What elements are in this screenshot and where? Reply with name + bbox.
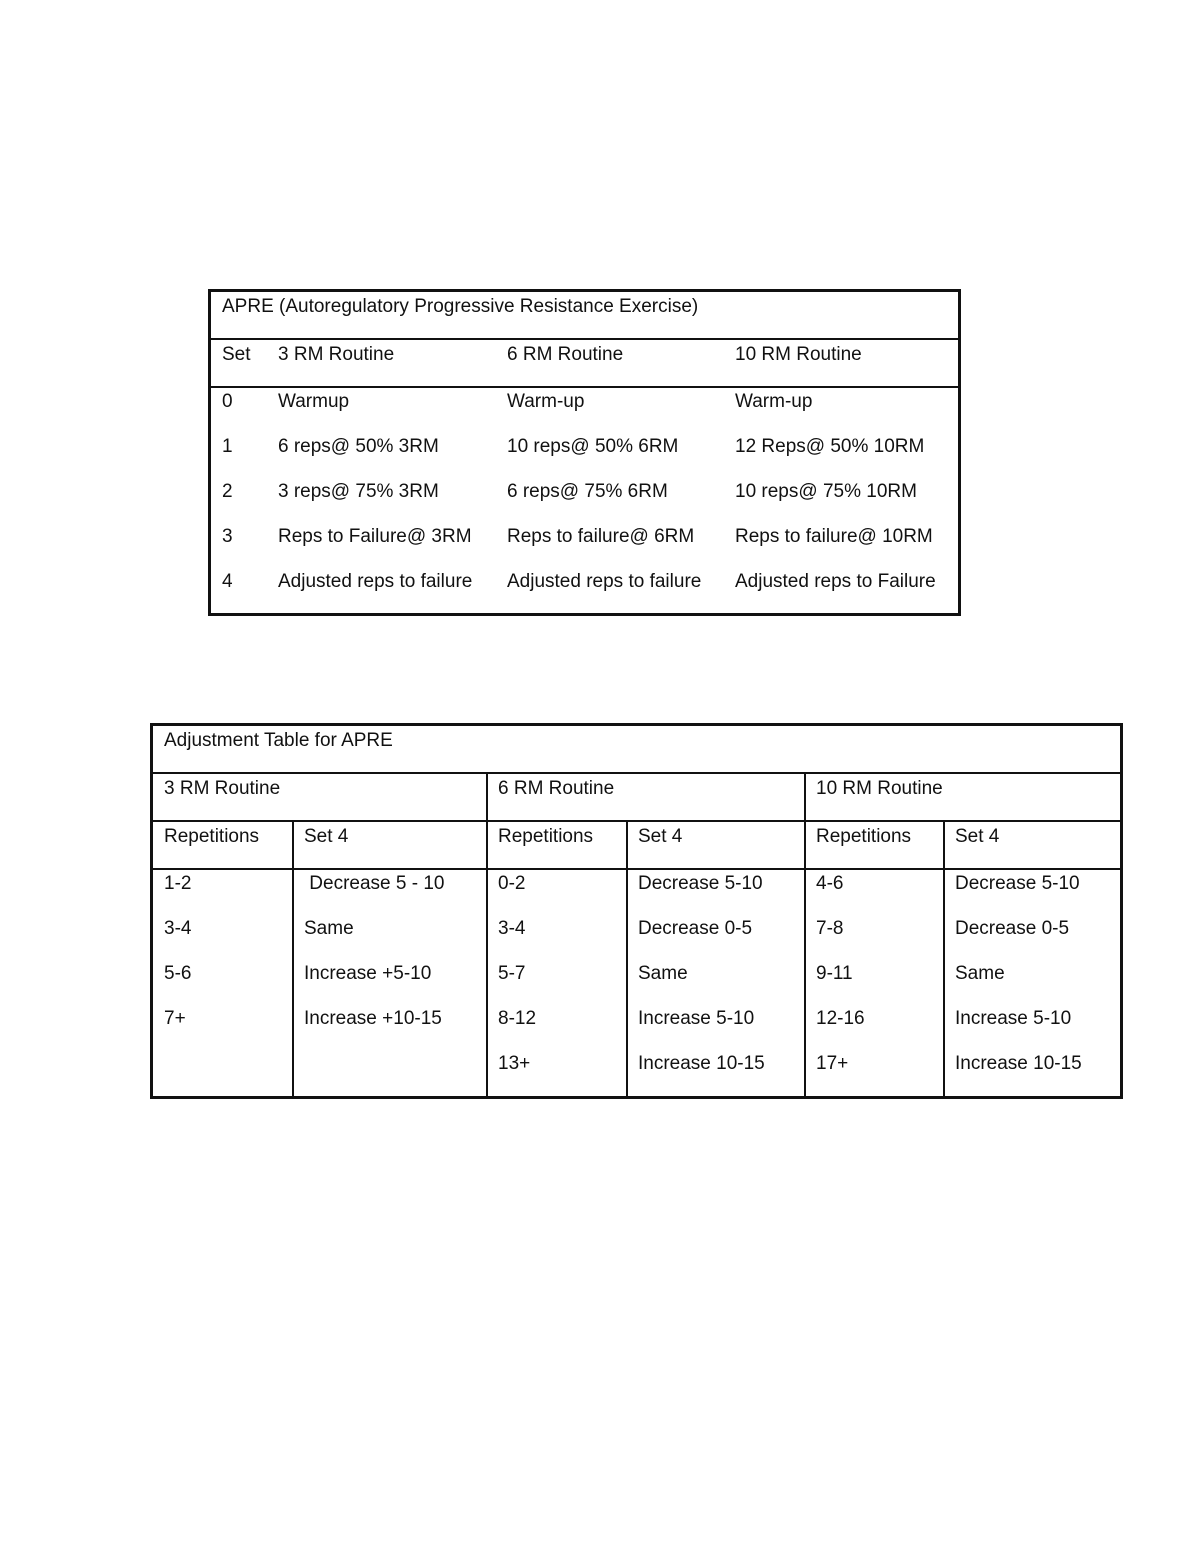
adjustment-table-title: Adjustment Table for APRE [164, 730, 393, 751]
adj-cell: Decrease 5-10 [638, 873, 763, 894]
adj-cell: 5-6 [164, 963, 192, 984]
adj-cell: 7+ [164, 1008, 186, 1029]
apre-cell: 12 Reps@ 50% 10RM [735, 436, 925, 457]
adj-cell: Increase 5-10 [955, 1008, 1072, 1029]
apre-cell: 2 [222, 481, 233, 502]
adj-subheader: Set 4 [638, 826, 683, 847]
apre-cell: Reps to failure@ 6RM [507, 526, 695, 547]
apre-cell: 6 reps@ 75% 6RM [507, 481, 668, 502]
adj-group-3rm: 3 RM Routine [164, 778, 281, 799]
apre-header-10rm: 10 RM Routine [735, 344, 862, 365]
adj-cell: Increase 10-15 [638, 1053, 765, 1074]
apre-cell: 0 [222, 391, 233, 412]
apre-cell: Warmup [278, 391, 350, 412]
adj-col-vline [943, 820, 945, 1096]
adj-cell: Increase +5-10 [304, 963, 432, 984]
adj-cell: Decrease 0-5 [955, 918, 1070, 939]
adj-title-divider [153, 772, 1120, 774]
adj-subheader: Repetitions [498, 826, 594, 847]
adjustment-table [150, 723, 1123, 1099]
adj-subheader: Set 4 [304, 826, 349, 847]
apre-cell: 1 [222, 436, 233, 457]
adj-cell: Increase 5-10 [638, 1008, 755, 1029]
adj-cell: 3-4 [498, 918, 526, 939]
apre-cell: Warm-up [507, 391, 585, 412]
adj-cell: Increase +10-15 [304, 1008, 442, 1029]
adj-cell: 0-2 [498, 873, 526, 894]
adj-cell: Same [638, 963, 688, 984]
adj-group-vline [804, 772, 806, 1096]
apre-cell: Adjusted reps to Failure [735, 571, 936, 592]
adj-cell: Same [955, 963, 1005, 984]
apre-cell: 4 [222, 571, 233, 592]
adj-col-vline [292, 820, 294, 1096]
adj-subheader: Repetitions [816, 826, 912, 847]
apre-header-6rm: 6 RM Routine [507, 344, 624, 365]
apre-header-3rm: 3 RM Routine [278, 344, 395, 365]
adj-cell: 13+ [498, 1053, 531, 1074]
apre-table [208, 289, 961, 616]
apre-cell: 10 reps@ 50% 6RM [507, 436, 679, 457]
adj-cell: Same [304, 918, 354, 939]
adj-group-10rm: 10 RM Routine [816, 778, 943, 799]
adj-cell: 17+ [816, 1053, 849, 1074]
adj-cell: 12-16 [816, 1008, 865, 1029]
adj-group-divider [153, 820, 1120, 822]
adj-col-vline [626, 820, 628, 1096]
adj-cell: Decrease 0-5 [638, 918, 753, 939]
adj-cell: 3-4 [164, 918, 192, 939]
adj-subheader: Repetitions [164, 826, 260, 847]
apre-cell: Reps to Failure@ 3RM [278, 526, 472, 547]
apre-cell: Adjusted reps to failure [278, 571, 473, 592]
apre-cell: Adjusted reps to failure [507, 571, 702, 592]
apre-cell: 3 [222, 526, 233, 547]
apre-cell: 3 reps@ 75% 3RM [278, 481, 439, 502]
apre-cell: 10 reps@ 75% 10RM [735, 481, 917, 502]
apre-header-divider [211, 386, 958, 388]
apre-cell: 6 reps@ 50% 3RM [278, 436, 439, 457]
adj-cell: 5-7 [498, 963, 526, 984]
adj-subheader-divider [153, 868, 1120, 870]
adj-cell: Increase 10-15 [955, 1053, 1082, 1074]
adj-cell: 7-8 [816, 918, 844, 939]
adj-subheader: Set 4 [955, 826, 1000, 847]
adj-group-6rm: 6 RM Routine [498, 778, 615, 799]
adj-cell: 8-12 [498, 1008, 537, 1029]
adj-cell: 4-6 [816, 873, 844, 894]
apre-header-set: Set [222, 344, 251, 365]
apre-table-title: APRE (Autoregulatory Progressive Resistance Exercise) [222, 296, 699, 317]
apre-cell: Warm-up [735, 391, 813, 412]
adj-group-vline [486, 772, 488, 1096]
apre-title-divider [211, 338, 958, 340]
apre-cell: Reps to failure@ 10RM [735, 526, 933, 547]
adj-cell: 1-2 [164, 873, 192, 894]
adj-cell: 9-11 [816, 963, 853, 984]
adj-cell: Decrease 5 - 10 [304, 873, 445, 894]
adj-cell: Decrease 5-10 [955, 873, 1080, 894]
